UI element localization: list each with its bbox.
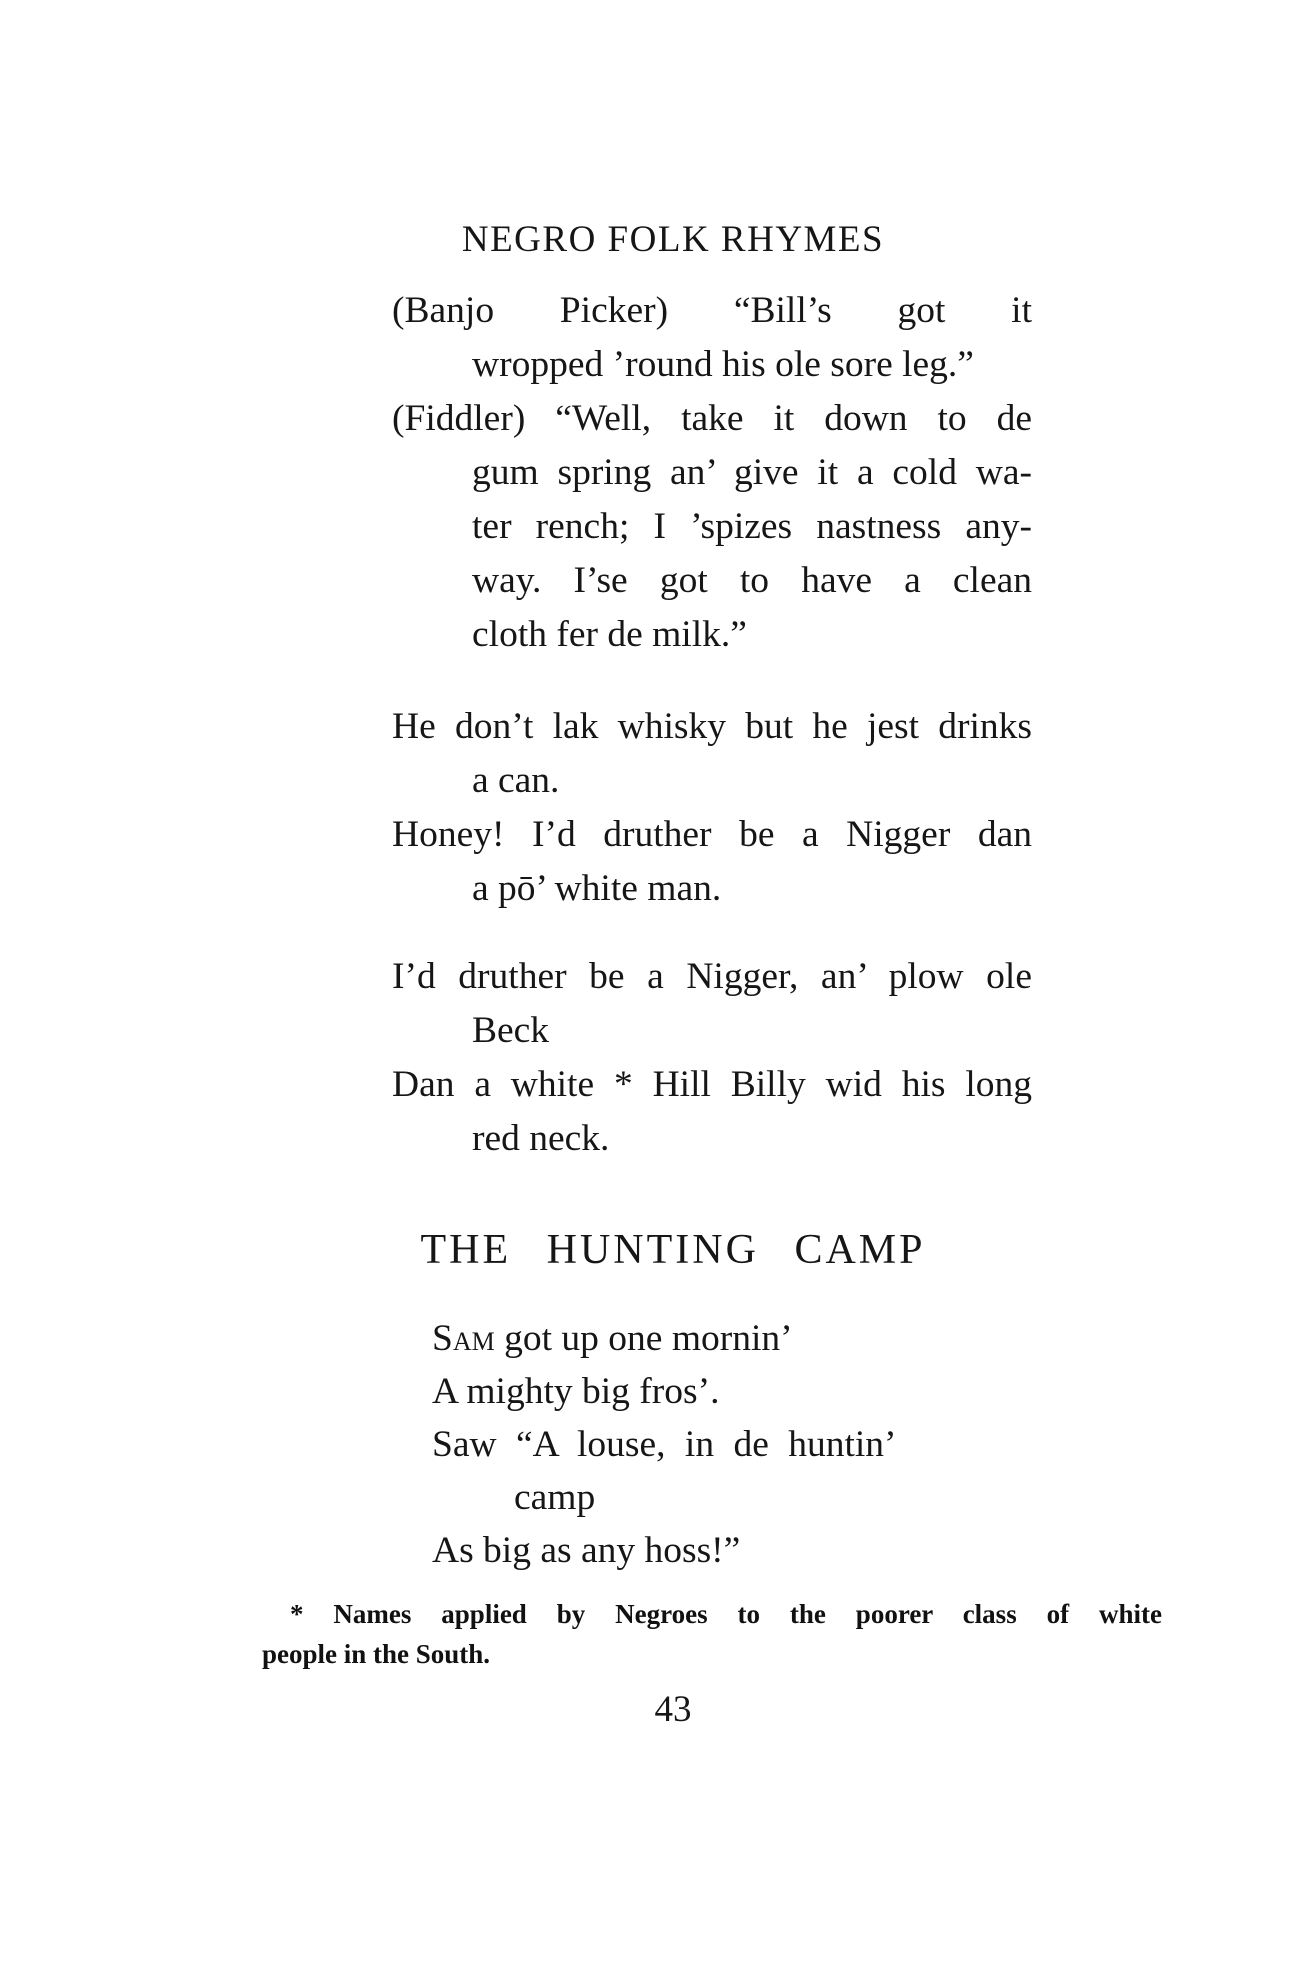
dialogue-block (392, 284, 1032, 662)
poem-line: A mighty big fros’. (432, 1371, 720, 1412)
stanza-line: Dan a white * Hill Billy wid his long (392, 1064, 1032, 1105)
dialogue-line: way. I’se got to have a clean (472, 560, 1032, 601)
stanza-line: a can. (472, 760, 560, 801)
stanza-line: Honey! I’d druther be a Nigger dan (392, 814, 1032, 855)
stanza-line: red neck. (472, 1118, 610, 1159)
page-number: 43 (654, 1689, 692, 1730)
stanza-line: I’d druther be a Nigger, an’ plow ole (392, 956, 1032, 997)
poem-line: As big as any hoss!” (432, 1530, 741, 1571)
footnote-line: people in the South. (262, 1639, 491, 1669)
dialogue-line: wropped ’round his ole sore leg.” (472, 344, 974, 385)
stanza-line: a pō’ white man. (472, 868, 722, 909)
dialogue-line: (Fiddler) “Well, take it down to de (392, 398, 1032, 439)
dialogue-line: ter rench; I ’spizes nastness any- (472, 506, 1032, 547)
stanza-2 (392, 950, 1032, 1166)
poem-first-word: Sam (432, 1318, 495, 1359)
dialogue-line: gum spring an’ give it a cold wa- (472, 452, 1032, 493)
footnote-line: * Names applied by Negroes to the poorer class of white (290, 1599, 1162, 1629)
poem-line: camp (514, 1477, 596, 1518)
poem-first-line-rest: got up one mornin’ (494, 1318, 793, 1359)
stanza-1 (392, 700, 1032, 916)
section-heading: THE HUNTING CAMP (420, 1227, 926, 1273)
poem-line: Saw “A louse, in de huntin’ (432, 1424, 897, 1465)
stanza-line: He don’t lak whisky but he jest drinks (392, 706, 1032, 747)
poem-line (432, 1312, 1032, 1365)
footnote (262, 1594, 1162, 1674)
dialogue-line: (Banjo Picker) “Bill’s got it (392, 290, 1032, 331)
poem-hunting-camp (432, 1312, 1032, 1577)
dialogue-line: cloth fer de milk.” (472, 614, 747, 655)
stanza-line: Beck (472, 1010, 550, 1051)
running-head: NEGRO FOLK RHYMES (461, 219, 885, 260)
